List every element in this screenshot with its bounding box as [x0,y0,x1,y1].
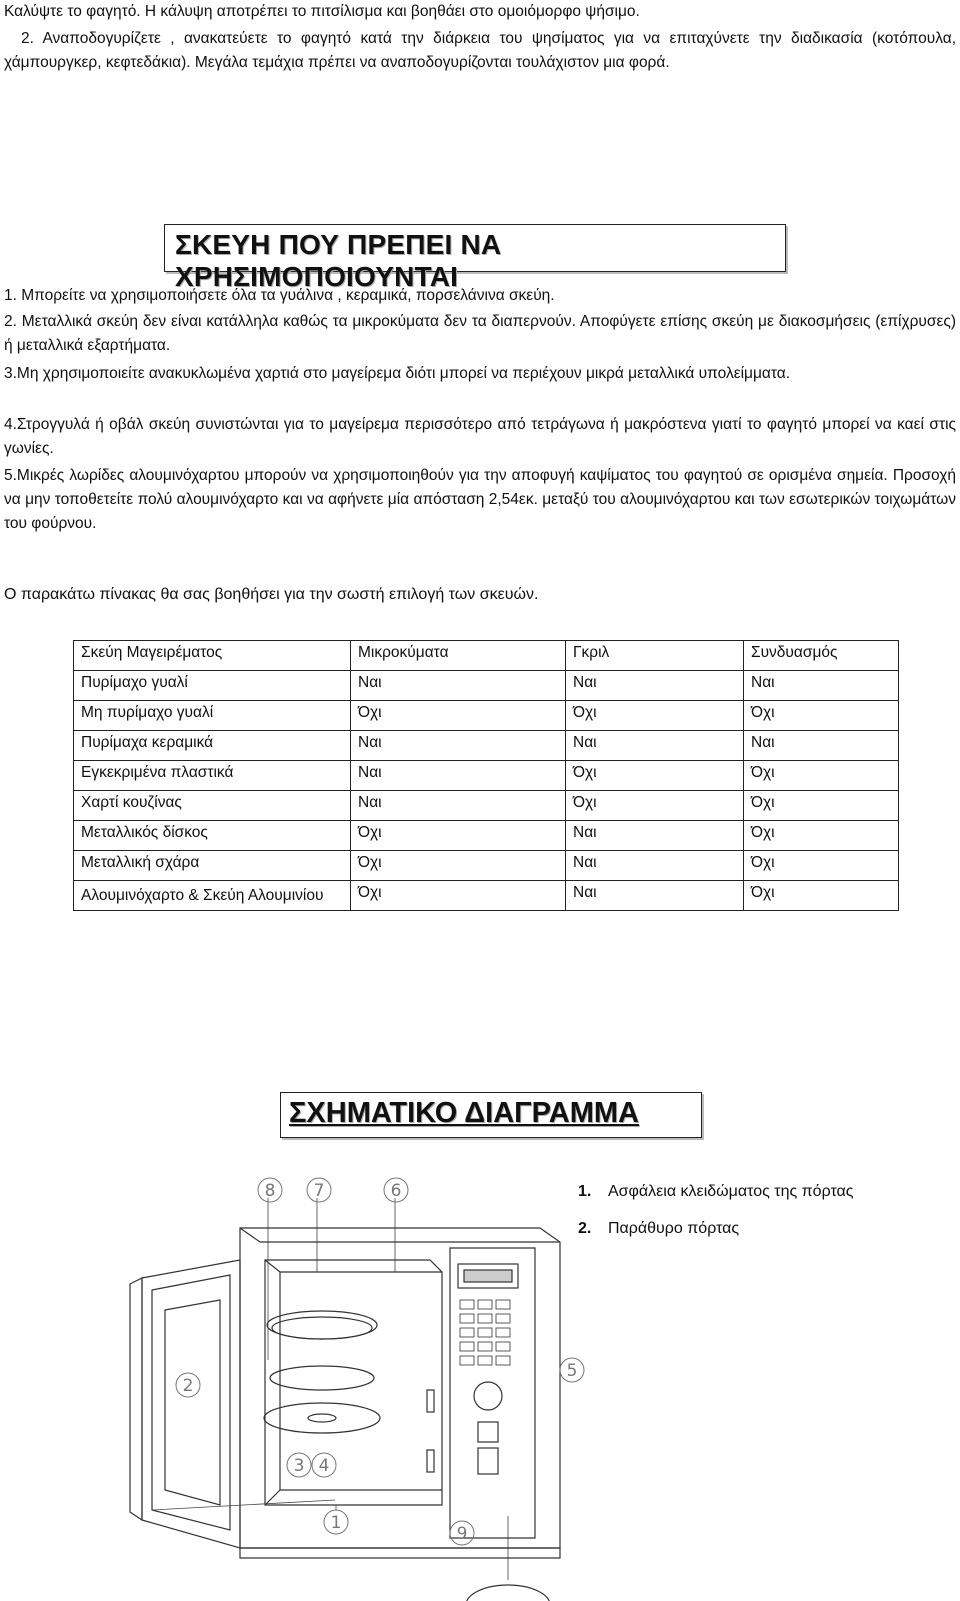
legend-label: Παράθυρο πόρτας [608,1220,740,1237]
table-row [74,791,899,821]
table-cell: Ναι [566,881,744,911]
table-cell: Όχι [566,761,744,791]
table-cell: Ναι [351,791,566,821]
table-cell: Όχι [744,821,899,851]
table-cell: Ναι [566,851,744,881]
cookware-item-2: 2. Μεταλλικά σκεύη δεν είναι κατάλληλα καθώς τα μικροκύματα δεν τα διαπερνούν. Αποφύγετε επίσης σκεύη με διακοσμήσεις (επίχρυσες) ή μεταλλικά εξαρτήματα. [4,313,956,354]
table-intro: Ο παρακάτω πίνακας θα σας βοηθήσει για την σωστή επιλογή των σκευών. [4,586,539,603]
table-cell: Όχι [351,821,566,851]
table-cell: Πυρίμαχο γυαλί [74,671,351,701]
table-cell: Πυρίμαχα κεραμικά [74,731,351,761]
table-header-cell: Γκριλ [566,641,744,671]
section-title-cookware: ΣΚΕΥΗ ΠΟΥ ΠΡΕΠΕΙ ΝΑ ΧΡΗΣΙΜΟΠΟΙΟΥΝΤΑΙ [164,224,786,272]
callout-3: 3 [293,1456,305,1476]
table-cell: Ναι [351,761,566,791]
table-cell: Ναι [566,821,744,851]
table-header-cell: Συνδυασμός [744,641,899,671]
callout-7: 7 [313,1181,325,1201]
table-cell: Ναι [744,671,899,701]
table-cell: Όχι [351,701,566,731]
legend-number: 2. [578,1220,592,1237]
table-header-cell: Μικροκύματα [351,641,566,671]
cookware-item-5: 5.Μικρές λωρίδες αλουμινόχαρτου μπορούν να χρησιμοποιηθούν για την αποφυγή καψίματος του φαγητού σε ορισμένα σημεία. Προσοχή να μην τοποθετείτε πολύ αλουμινόχαρτο και να αφήνετε μία απόσταση 2,54εκ. μεταξύ του αλουμινόχαρτου και των εσωτερικών τοιχωμάτων του φούρνου. [4,467,956,532]
callout-4: 4 [318,1456,330,1476]
table-cell: Μη πυρίμαχο γυαλί [74,701,351,731]
table-cell: Αλουμινόχαρτο & Σκεύη Αλουμινίου [74,881,351,911]
legend-number: 1. [578,1183,592,1200]
table-row [74,881,899,911]
table-cell: Χαρτί κουζίνας [74,791,351,821]
legend-item-1 [578,1183,854,1201]
table-row [74,851,899,881]
intro-line-2: 2. Αναποδογυρίζετε , ανακατεύετε το φαγητό κατά την διάρκεια του ψησίματος για να επιταχύνετε την διαδικασία (κοτόπουλα, χάμπουργκερ, κεφτεδάκια). Μεγάλα τεμάχια πρέπει να αναποδογυρίζονται τουλάχιστον μια φορά. [4,30,956,71]
table-row [74,701,899,731]
table-cell: Όχι [351,851,566,881]
table-cell: Μεταλλικός δίσκος [74,821,351,851]
table-cell: Όχι [566,791,744,821]
table-row [74,731,899,761]
table-row [74,821,899,851]
table-row [74,761,899,791]
microwave-illustration [130,1228,560,1601]
callout-2: 2 [182,1376,194,1396]
callout-9: 9 [456,1524,468,1544]
microwave-diagram [90,1160,590,1601]
callout-6: 6 [390,1181,402,1201]
table-cell: Όχι [566,701,744,731]
table-cell: Όχι [744,761,899,791]
cookware-item-3: 3.Μη χρησιμοποιείτε ανακυκλωμένα χαρτιά στο μαγείρεμα διότι μπορεί να περιέχουν μικρά μεταλλικά υπολείμματα. [4,365,791,382]
table-cell: Ναι [744,731,899,761]
legend-item-2 [578,1220,739,1238]
table-header-row [74,641,899,671]
cookware-item-1: 1. Μπορείτε να χρησιμοποιήσετε όλα τα γυάλινα , κεραμικά, πορσελάνινα σκεύη. [4,287,555,304]
intro-line-1: Καλύψτε το φαγητό. Η κάλυψη αποτρέπει το πιτσίλισμα και βοηθάει στο ομοιόμορφο ψήσιμο. [4,3,640,20]
table-cell: Όχι [744,851,899,881]
table-cell: Όχι [744,791,899,821]
table-cell: Μεταλλική σχάρα [74,851,351,881]
table-cell: Όχι [744,701,899,731]
table-cell: Όχι [351,881,566,911]
legend-label: Ασφάλεια κλειδώματος της πόρτας [608,1183,854,1200]
section-title-diagram: ΣΧΗΜΑΤΙΚΟ ΔΙΑΓΡΑΜΜΑ [280,1092,702,1138]
table-cell: Ναι [566,671,744,701]
callout-5: 5 [566,1361,578,1381]
callout-8: 8 [264,1181,276,1201]
table-row [74,671,899,701]
table-header-cell: Σκεύη Μαγειρέματος [74,641,351,671]
table-cell: Όχι [744,881,899,911]
table-cell: Εγκεκριμένα πλαστικά [74,761,351,791]
callout-1: 1 [330,1513,342,1533]
cookware-item-4: 4.Στρογγυλά ή οβάλ σκεύη συνιστώνται για το μαγείρεμα περισσότερο από τετράγωνα ή μακρόστενα γιατί το φαγητό μπορεί να καεί στις γωνίες. [4,416,956,457]
table-cell: Ναι [351,731,566,761]
table-cell: Ναι [566,731,744,761]
table-cell: Ναι [351,671,566,701]
cookware-table [73,640,899,911]
